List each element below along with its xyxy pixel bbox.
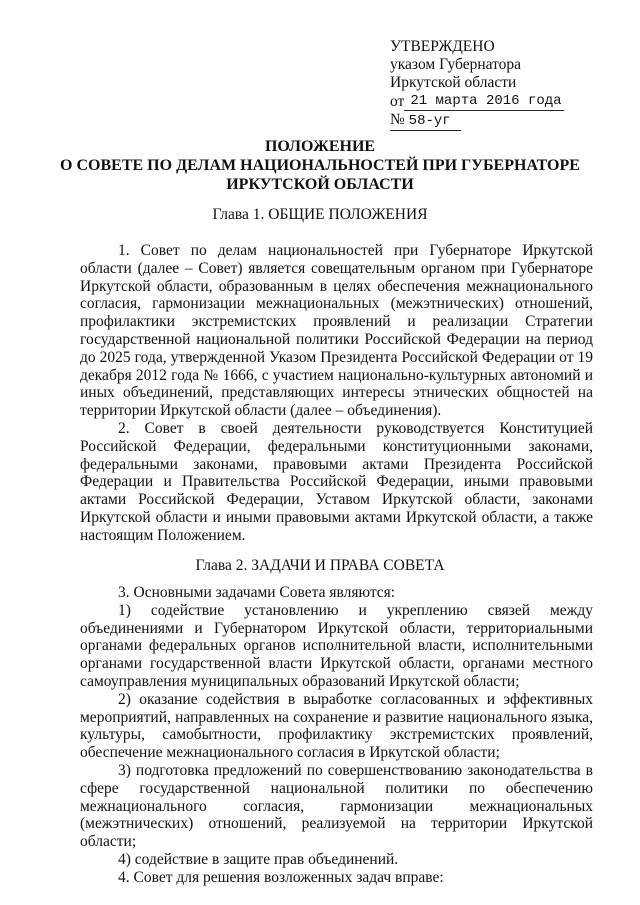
approval-stamp — [390, 38, 610, 131]
document-title — [0, 137, 640, 194]
approval-line-region: Иркутской области — [390, 74, 517, 91]
paragraph-3-item-4: 4) содействие в защите прав объединений. — [118, 850, 399, 868]
paragraph-3-item-3: 3) подготовка предложений по совершенствованию законодательства в сфере государственной национальной политики по обеспечению межнационального согласия, гармонизации межнациональных (межэтнических) отношений, реализуемой на территории Иркутской области; — [80, 761, 593, 851]
approval-line-decree: указом Губернатора — [390, 56, 522, 73]
title-line-3: ИРКУТСКОЙ ОБЛАСТИ — [226, 176, 414, 193]
chapter-1-body — [80, 242, 593, 545]
approval-date-line — [390, 92, 610, 111]
chapter-2-heading: Глава 2. ЗАДАЧИ И ПРАВА СОВЕТА — [195, 557, 445, 574]
paragraph-3-item-1: 1) содействие установлению и укреплению связей между объединениями и Губернатором Иркутской области, территориальными органами федеральных органов исполнительной власти, исполнительными органами государственной власти Иркутской области, органами местного самоуправления муниципальных образований Иркутской области; — [80, 601, 593, 690]
approval-date-prefix: от — [390, 93, 405, 110]
chapter-1-heading: Глава 1. ОБЩИЕ ПОЛОЖЕНИЯ — [212, 206, 428, 223]
approval-line-approved: УТВЕРЖДЕНО — [390, 38, 495, 55]
paragraph-3-item-2: 2) оказание содействия в выработке согласованных и эффективных мероприятий, направленных на сохранение и развитие национального языка, культуры, самобытности, профилактику экстремистских проявлений, обеспечение межнационального согласия в Иркутской области; — [80, 690, 593, 762]
approval-number-line — [390, 111, 610, 131]
paragraph-3: 3. Основными задачами Совета являются: — [118, 584, 396, 601]
paragraph-4: 4. Совет для решения возложенных задач вправе: — [118, 868, 444, 886]
paragraph-1: 1. Совет по делам национальностей при Губернаторе Иркутской области (далее – Совет) является совещательным органом при Губернаторе Иркутской области, образованным в целях обеспечения межнационального согласия, гармонизации межнациональных (межэтнических) отношений, профилактики экстремистских проявлений и реализации Стратегии государственной национальной политики Российской Федерации на период до 2025 года, утвержденной Указом Президента Российской Федерации от 19 декабря 2012 года № 1666, с участием национально-культурных автономий и иных объединений, представляющих интересы этнических общностей на территории Иркутской области (далее – объединения). — [80, 242, 593, 420]
approval-date-value: 21 марта 2016 года — [404, 92, 563, 111]
approval-number-value: 58-уг — [408, 113, 451, 129]
title-line-1: ПОЛОЖЕНИЕ — [264, 138, 376, 155]
approval-number-prefix: № — [390, 111, 405, 128]
title-line-2: О СОВЕТЕ ПО ДЕЛАМ НАЦИОНАЛЬНОСТЕЙ ПРИ ГУБЕРНАТОРЕ — [60, 157, 580, 174]
chapter-2-body — [80, 584, 593, 887]
paragraph-2: 2. Совет в своей деятельности руководствуется Конституцией Российской Федерации, федеральными конституционными законами, федеральными законами, правовыми актами Президента Российской Федерации и Правительства Российской Федерации, иными правовыми актами Российской Федерации, Уставом Иркутской области, законами Иркутской области и иными правовыми актами Иркутской области, а также настоящим Положением. — [80, 419, 593, 544]
